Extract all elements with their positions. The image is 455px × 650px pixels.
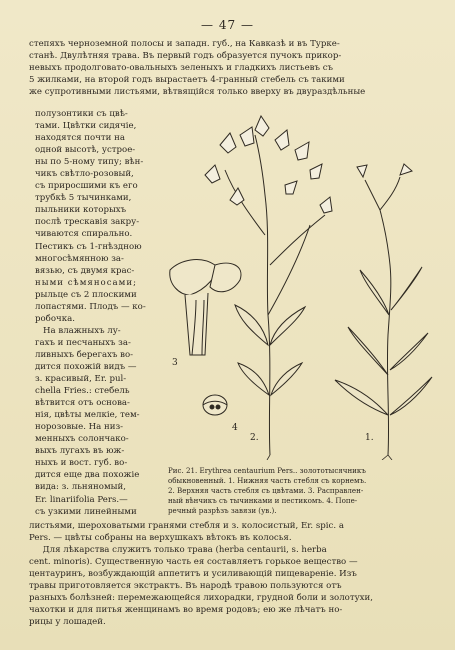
text-line: полузонтики съ цвѣ-	[35, 109, 128, 119]
text-line: находятся почти на	[35, 133, 125, 144]
stem-lower	[380, 210, 391, 455]
text-line: лопастями. Плодъ — ко-	[35, 301, 146, 312]
spread-corolla	[170, 260, 241, 355]
text-line: дится еще два похожіе	[35, 470, 140, 481]
caption-line: речный разрѣзъ завязи (ув.).	[168, 506, 277, 515]
botanical-illustration	[160, 115, 435, 460]
roots	[267, 455, 392, 460]
figure-caption	[168, 466, 430, 516]
text-line: 5 жилками, на второй годъ вырастаетъ 4-гранный стебель съ такими	[29, 75, 345, 85]
page-number: — 47 —	[201, 18, 254, 32]
text-line: выхъ лугахъ въ юж-	[35, 446, 125, 457]
text-line: станѣ. Двулѣтняя трава. Въ первый годъ образуется пучокъ прикор-	[29, 51, 342, 61]
text-line: послѣ трескавія закру-	[35, 217, 140, 228]
text-line: вида: з. льняномый,	[35, 482, 126, 493]
text-line: травы приготовляется экстрактъ. Въ народѣ травою пользуются отъ	[29, 581, 342, 591]
text-line: Er. linariifolia Pers.—	[35, 494, 128, 505]
text-line: ными сѣмяносами;	[35, 277, 137, 288]
text-line: пыльники которыхъ	[35, 205, 127, 216]
text-line: робочка.	[35, 313, 75, 324]
text-line: центауринъ, возбуждающій аппетитъ и усиливающій пищевареніе. Изъ	[29, 569, 357, 579]
rosette-leaves	[335, 267, 432, 415]
text-line: ливныхъ берегахъ во-	[35, 349, 134, 360]
text-line: же супротивными листьями, вѣтвящійся только вверху въ двураздѣльные	[29, 87, 366, 97]
text-line: чиваются спирально.	[35, 229, 133, 240]
caption-line: 2. Верхняя часть стебля съ цвѣтами. 3. Расправлен-	[168, 486, 364, 495]
figure-label-3: 3	[172, 358, 178, 368]
text-line: многосѣмянною за-	[35, 253, 124, 264]
text-line: cent. minoris). Существенную часть ея составляетъ горькое вещество —	[29, 557, 358, 567]
text-line: листьями, шероховатыми гранями стебля и з. колосистый, Er. spic. a	[29, 521, 344, 531]
text-line: дится похожій видъ —	[35, 361, 137, 372]
text-line: разныхъ болѣзней: перемежающейся лихорадки, грудной боли и золотухи,	[29, 593, 373, 603]
text-line: Для лѣкарства служитъ только трава (herba centaurii, s. herba	[29, 545, 327, 555]
text-line: нія, цвѣты мелкіе, тем-	[35, 410, 140, 421]
text-line: ны по 5-ному типу; вѣн-	[35, 157, 144, 168]
text-line: одной высотѣ, устрое-	[35, 145, 136, 156]
stem-upper	[255, 135, 270, 455]
text-line: норозовые. На низ-	[35, 422, 124, 433]
text-line: з. красивый, Er. pul-	[35, 374, 127, 385]
text-line: чахотки и для питья женщинамъ во время родовъ; ею же лѣчатъ но-	[29, 605, 343, 615]
flower-cluster	[205, 116, 332, 213]
text-line: Pers. — цвѣты собраны на верхушкахъ вѣтокъ въ колосья.	[29, 533, 292, 543]
caption-line: Рис. 21. Erythrea centaurium Pers.. золототысячникъ	[168, 466, 366, 475]
text-line: ныхъ и вост. губ. во-	[35, 458, 128, 469]
text-line: трубкѣ 5 тычинками,	[35, 193, 132, 204]
caption-line: ный вѣнчикъ съ тычинками и пестикомъ. 4. Попе-	[168, 496, 358, 505]
text-line: вязью, съ двумя крас-	[35, 265, 135, 276]
figure-label-2: 2.	[250, 433, 259, 443]
text-line: гахъ и песчаныхъ за-	[35, 337, 131, 348]
text-line: степяхъ черноземной полосы и западн. губ., на Кавказѣ и въ Турке-	[29, 39, 340, 49]
text-line: рыльце съ 2 плоскими	[35, 289, 137, 300]
figure-label-4: 4	[232, 423, 238, 433]
left-text-column	[35, 108, 155, 518]
text-line: Пестикъ съ 1-гнѣздною	[35, 241, 142, 252]
text-line: тами. Цвѣтки сидячіе,	[35, 121, 137, 132]
caption-line: обыкновенный. 1. Нижняя часть стебля съ корнемъ.	[168, 476, 367, 485]
text-line: вѣтвится отъ основа-	[35, 398, 130, 409]
text-line: На влажныхъ лу-	[43, 325, 121, 336]
text-line: чикъ свѣтло-розовый,	[35, 169, 134, 180]
text-line: менныхъ солончако-	[35, 434, 129, 445]
ovary-cross-section	[203, 395, 227, 415]
text-line: невыхъ продолговато-овальныхъ зеленыхъ и гладкихъ листьевъ съ	[29, 63, 333, 73]
text-line: chella Fries.: стебель	[35, 386, 130, 397]
figure-label-1: 1.	[365, 433, 374, 443]
text-line: рицы у лошадей.	[29, 617, 106, 627]
text-line: съ узкими линейными	[35, 506, 137, 517]
text-line: съ приросшими къ его	[35, 181, 138, 192]
